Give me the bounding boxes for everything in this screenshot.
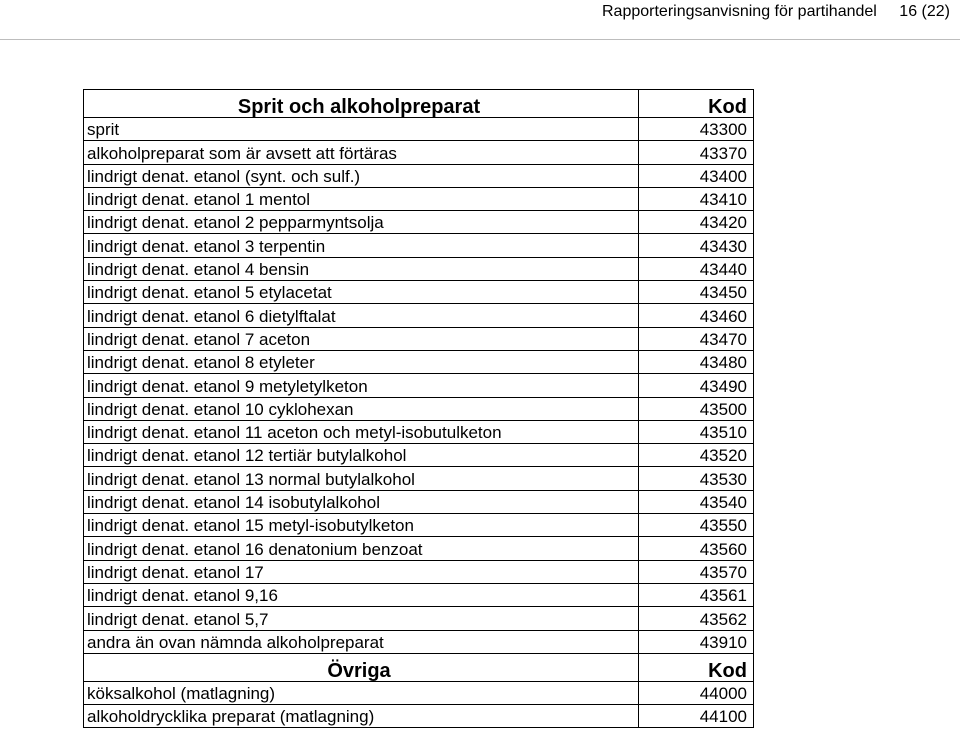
row-code: 43562 bbox=[639, 607, 754, 630]
row-description: lindrigt denat. etanol 9,16 bbox=[84, 583, 639, 606]
table-row bbox=[84, 467, 754, 490]
code-column-header: Kod bbox=[639, 90, 754, 118]
section-header-row bbox=[84, 653, 754, 681]
row-code: 43510 bbox=[639, 420, 754, 443]
code-column-header: Kod bbox=[639, 653, 754, 681]
row-description: lindrigt denat. etanol 10 cyklohexan bbox=[84, 397, 639, 420]
table-row bbox=[84, 681, 754, 704]
row-code: 43570 bbox=[639, 560, 754, 583]
table-row bbox=[84, 211, 754, 234]
row-code: 43400 bbox=[639, 164, 754, 187]
row-description: sprit bbox=[84, 118, 639, 141]
row-description: lindrigt denat. etanol 1 mentol bbox=[84, 187, 639, 210]
row-code: 43550 bbox=[639, 514, 754, 537]
row-code: 43450 bbox=[639, 281, 754, 304]
row-code: 43460 bbox=[639, 304, 754, 327]
row-description: lindrigt denat. etanol 3 terpentin bbox=[84, 234, 639, 257]
table-row bbox=[84, 560, 754, 583]
table-row bbox=[84, 514, 754, 537]
row-code: 43500 bbox=[639, 397, 754, 420]
table-row bbox=[84, 350, 754, 373]
section-header-row bbox=[84, 90, 754, 118]
table-row bbox=[84, 327, 754, 350]
row-code: 43490 bbox=[639, 374, 754, 397]
table-row bbox=[84, 304, 754, 327]
table-row bbox=[84, 607, 754, 630]
table-row bbox=[84, 490, 754, 513]
header-divider bbox=[0, 39, 960, 40]
table-row bbox=[84, 583, 754, 606]
row-code: 43440 bbox=[639, 257, 754, 280]
product-code-table bbox=[83, 89, 754, 728]
row-code: 43560 bbox=[639, 537, 754, 560]
row-code: 43430 bbox=[639, 234, 754, 257]
row-code: 43520 bbox=[639, 444, 754, 467]
table-body bbox=[84, 90, 754, 728]
row-description: lindrigt denat. etanol 6 dietylftalat bbox=[84, 304, 639, 327]
row-description: alkoholdrycklika preparat (matlagning) bbox=[84, 705, 639, 728]
row-description: lindrigt denat. etanol 16 denatonium benzoat bbox=[84, 537, 639, 560]
row-description: lindrigt denat. etanol 8 etyleter bbox=[84, 350, 639, 373]
table-row bbox=[84, 234, 754, 257]
row-description: lindrigt denat. etanol 12 tertiär butylalkohol bbox=[84, 444, 639, 467]
table-row bbox=[84, 374, 754, 397]
row-description: lindrigt denat. etanol 4 bensin bbox=[84, 257, 639, 280]
row-description: lindrigt denat. etanol 17 bbox=[84, 560, 639, 583]
section-title: Övriga bbox=[84, 653, 639, 681]
row-code: 43420 bbox=[639, 211, 754, 234]
table-row bbox=[84, 420, 754, 443]
row-code: 43561 bbox=[639, 583, 754, 606]
table-row bbox=[84, 187, 754, 210]
row-code: 43300 bbox=[639, 118, 754, 141]
section-title: Sprit och alkoholpreparat bbox=[84, 90, 639, 118]
table-row bbox=[84, 397, 754, 420]
table-row bbox=[84, 164, 754, 187]
row-description: lindrigt denat. etanol 9 metyletylketon bbox=[84, 374, 639, 397]
table-row bbox=[84, 257, 754, 280]
row-code: 44100 bbox=[639, 705, 754, 728]
row-description: lindrigt denat. etanol 2 pepparmyntsolja bbox=[84, 211, 639, 234]
table-row bbox=[84, 630, 754, 653]
row-description: alkoholpreparat som är avsett att förtäras bbox=[84, 141, 639, 164]
row-code: 43530 bbox=[639, 467, 754, 490]
row-description: andra än ovan nämnda alkoholpreparat bbox=[84, 630, 639, 653]
row-code: 43910 bbox=[639, 630, 754, 653]
table-row bbox=[84, 281, 754, 304]
row-code: 43370 bbox=[639, 141, 754, 164]
header-text bbox=[602, 2, 950, 22]
row-description: lindrigt denat. etanol 15 metyl-isobutylketon bbox=[84, 514, 639, 537]
page-header bbox=[0, 0, 960, 26]
row-code: 44000 bbox=[639, 681, 754, 704]
table-row bbox=[84, 537, 754, 560]
row-description: lindrigt denat. etanol 14 isobutylalkohol bbox=[84, 490, 639, 513]
table-row bbox=[84, 444, 754, 467]
row-description: lindrigt denat. etanol 13 normal butylalkohol bbox=[84, 467, 639, 490]
row-description: lindrigt denat. etanol 5 etylacetat bbox=[84, 281, 639, 304]
row-code: 43410 bbox=[639, 187, 754, 210]
table-row bbox=[84, 118, 754, 141]
row-code: 43480 bbox=[639, 350, 754, 373]
page-number: 16 (22) bbox=[899, 3, 950, 20]
row-description: lindrigt denat. etanol 7 aceton bbox=[84, 327, 639, 350]
table-row bbox=[84, 705, 754, 728]
row-description: köksalkohol (matlagning) bbox=[84, 681, 639, 704]
row-description: lindrigt denat. etanol 5,7 bbox=[84, 607, 639, 630]
table-row bbox=[84, 141, 754, 164]
row-code: 43470 bbox=[639, 327, 754, 350]
row-description: lindrigt denat. etanol (synt. och sulf.) bbox=[84, 164, 639, 187]
row-description: lindrigt denat. etanol 11 aceton och metyl-isobutulketon bbox=[84, 420, 639, 443]
document-title: Rapporteringsanvisning för partihandel bbox=[602, 3, 877, 20]
row-code: 43540 bbox=[639, 490, 754, 513]
